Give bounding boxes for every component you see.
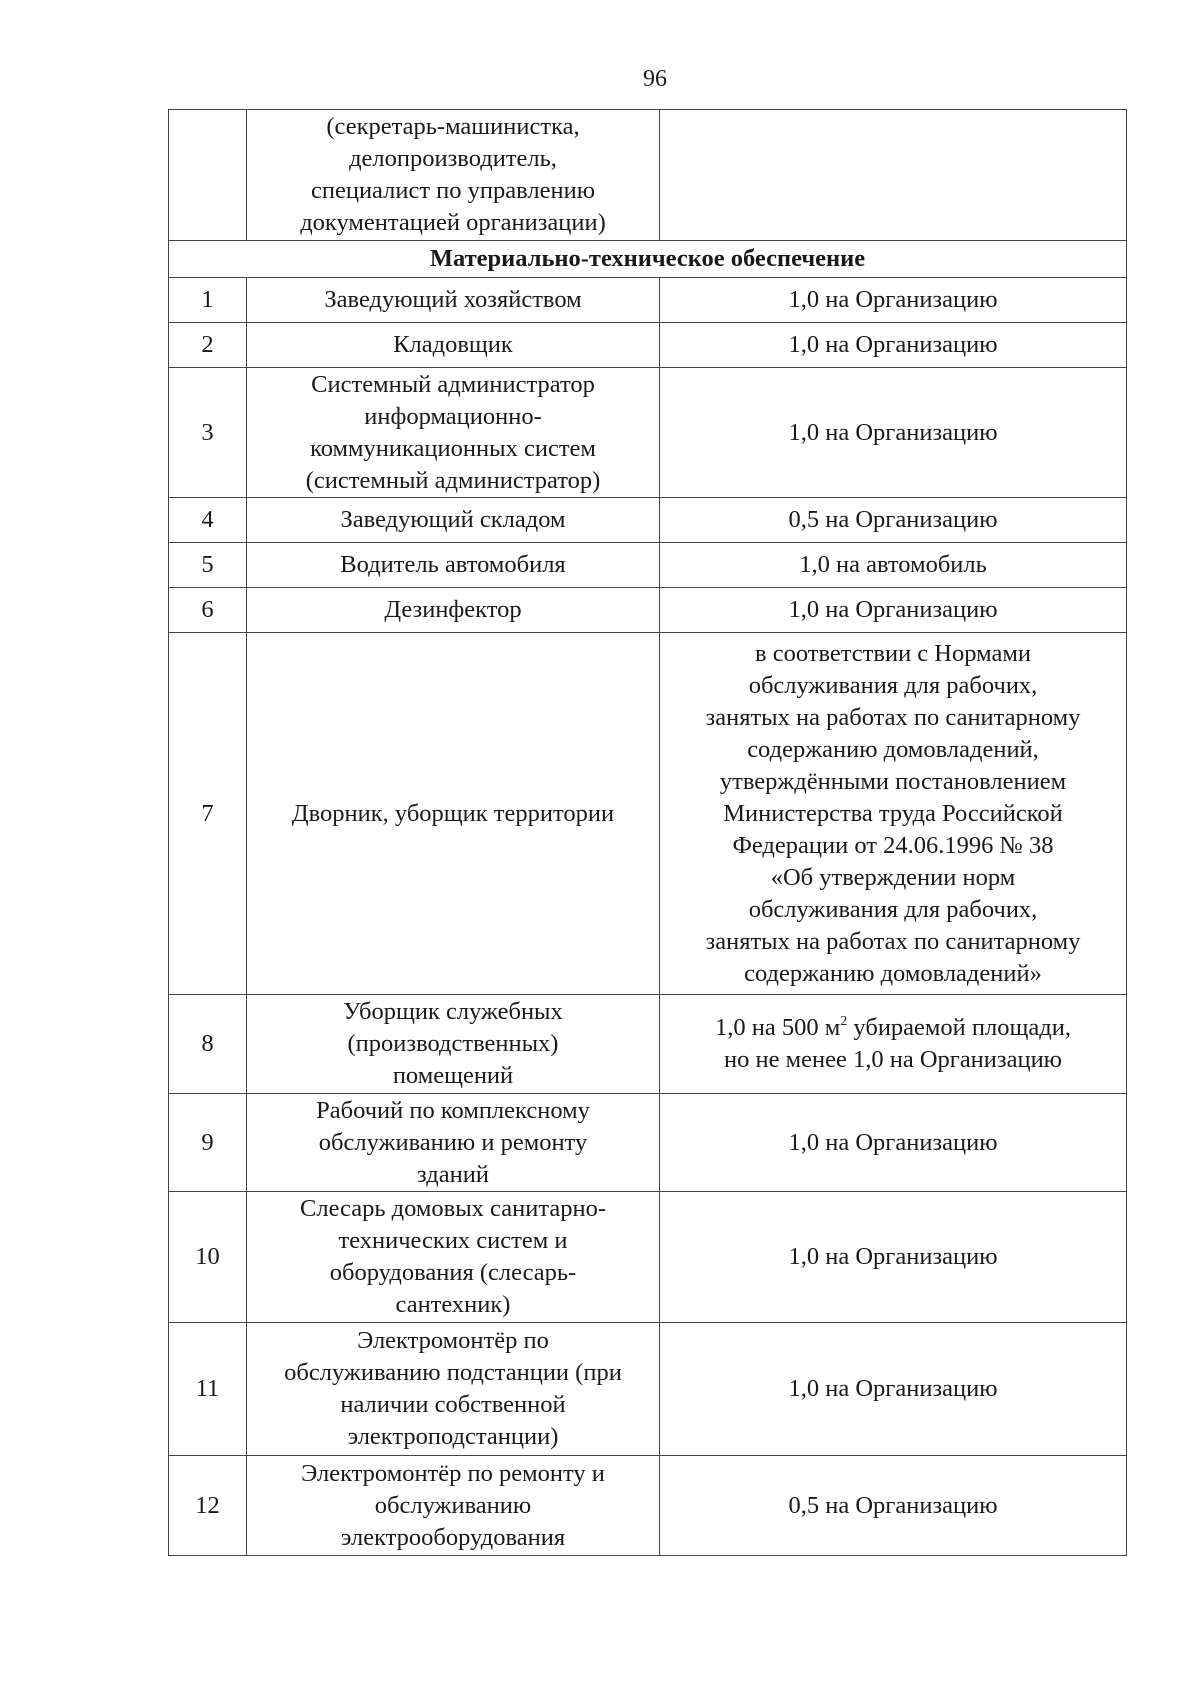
staffing-table <box>168 109 1127 1556</box>
position-text: Дворник, уборщик территории <box>291 799 615 827</box>
row-number: 1 <box>169 278 247 323</box>
row-number: 7 <box>169 633 247 995</box>
norm-text: 1,0 на Организацию <box>788 1375 998 1402</box>
position-text: Электромонтёр по ремонту и обслуживанию электрооборудования <box>301 1459 605 1551</box>
position-cell <box>247 1094 660 1192</box>
row-number: 9 <box>169 1094 247 1192</box>
norm-text: 1,0 на Организацию <box>788 596 998 623</box>
norm-text: в соответствии с Нормами обслуживания для рабочих, занятых на работах по санитарному содержанию домовладений, утверждёнными постановлением Министерства труда Российской Федерации от 24.06.1996 № 38 «Об утверждении норм обслуживания для рабочих, занятых на работах по санитарному содержанию домовладений» <box>705 639 1081 987</box>
row-number: 3 <box>169 368 247 498</box>
position-cell <box>247 588 660 633</box>
row-number: 2 <box>169 323 247 368</box>
row-number: 5 <box>169 543 247 588</box>
position-text: Рабочий по комплексному обслуживанию и ремонту зданий <box>316 1096 590 1188</box>
position-text: Уборщик служебных (производственных) помещений <box>343 998 563 1089</box>
norm-text-b: убираемой площади, но не менее 1,0 на Организацию <box>724 1014 1071 1073</box>
row-number: 8 <box>169 995 247 1094</box>
position-text: Кладовщик <box>393 331 513 358</box>
norm-cell <box>660 498 1127 543</box>
norm-cell <box>660 588 1127 633</box>
norm-text: 1,0 на Организацию <box>788 331 998 358</box>
position-text: Электромонтёр по обслуживанию подстанции (при наличии собственной электроподстанции) <box>284 1327 622 1450</box>
norm-cell <box>660 368 1127 498</box>
position-cell <box>247 1192 660 1323</box>
page-number: 96 <box>643 66 667 92</box>
norm-cell <box>660 543 1127 588</box>
position-text: Заведующий складом <box>340 506 566 533</box>
row-number: 11 <box>169 1323 247 1456</box>
norm-cell <box>660 1192 1127 1323</box>
table-row <box>169 543 1127 588</box>
table-row <box>169 368 1127 498</box>
table-row <box>169 278 1127 323</box>
position-text: (секретарь-машинистка, делопроизводитель, специалист по управлению документацией организации) <box>300 113 606 236</box>
position-cell <box>247 633 660 995</box>
table-row <box>169 1192 1127 1323</box>
table-row <box>169 1456 1127 1556</box>
position-text: Системный администратор информационно- коммуникационных систем (системный администратор) <box>305 370 601 494</box>
row-number: 6 <box>169 588 247 633</box>
position-cell <box>247 1456 660 1556</box>
row-number: 12 <box>169 1456 247 1556</box>
position-cell <box>247 995 660 1094</box>
norm-text: 1,0 на автомобиль <box>799 551 987 578</box>
position-cell <box>247 498 660 543</box>
table-row <box>169 995 1127 1094</box>
position-text: Слесарь домовых санитарно- технических систем и оборудования (слесарь- сантехник) <box>300 1195 606 1318</box>
norm-text: 1,0 на Организацию <box>788 1243 998 1270</box>
norm-cell <box>660 1323 1127 1456</box>
position-text: Дезинфектор <box>384 596 522 623</box>
position-cell <box>247 1323 660 1456</box>
norm-cell <box>660 995 1127 1094</box>
norm-cell <box>660 1094 1127 1192</box>
position-cell <box>247 543 660 588</box>
norm-text: 1,0 на Организацию <box>788 1128 998 1156</box>
norm-text: 0,5 на Организацию <box>788 1491 998 1519</box>
norm-text-a: 1,0 на 500 м <box>715 1014 841 1041</box>
norm-cell <box>660 1456 1127 1556</box>
table-row <box>169 323 1127 368</box>
norm-text: 1,0 на Организацию <box>788 286 998 313</box>
section-header-row <box>169 241 1127 278</box>
position-text: Водитель автомобиля <box>340 551 566 578</box>
position-cell <box>247 278 660 323</box>
norm-cell <box>660 323 1127 368</box>
table-row <box>169 1094 1127 1192</box>
row-number: 10 <box>169 1192 247 1323</box>
table-row <box>169 1323 1127 1456</box>
row-number <box>169 110 247 241</box>
position-cell <box>247 110 660 241</box>
position-cell <box>247 323 660 368</box>
norm-text: 0,5 на Организацию <box>788 506 998 533</box>
superscript-unit: 2 <box>840 1014 848 1029</box>
table-row <box>169 110 1127 241</box>
table-row <box>169 633 1127 995</box>
norm-cell <box>660 633 1127 995</box>
norm-cell <box>660 278 1127 323</box>
table-row <box>169 498 1127 543</box>
row-number: 4 <box>169 498 247 543</box>
table-row <box>169 588 1127 633</box>
norm-cell <box>660 110 1127 241</box>
position-text: Заведующий хозяйством <box>324 286 582 313</box>
section-title: Материально-техническое обеспечение <box>169 241 1127 278</box>
norm-text: 1,0 на Организацию <box>788 418 998 446</box>
position-cell <box>247 368 660 498</box>
